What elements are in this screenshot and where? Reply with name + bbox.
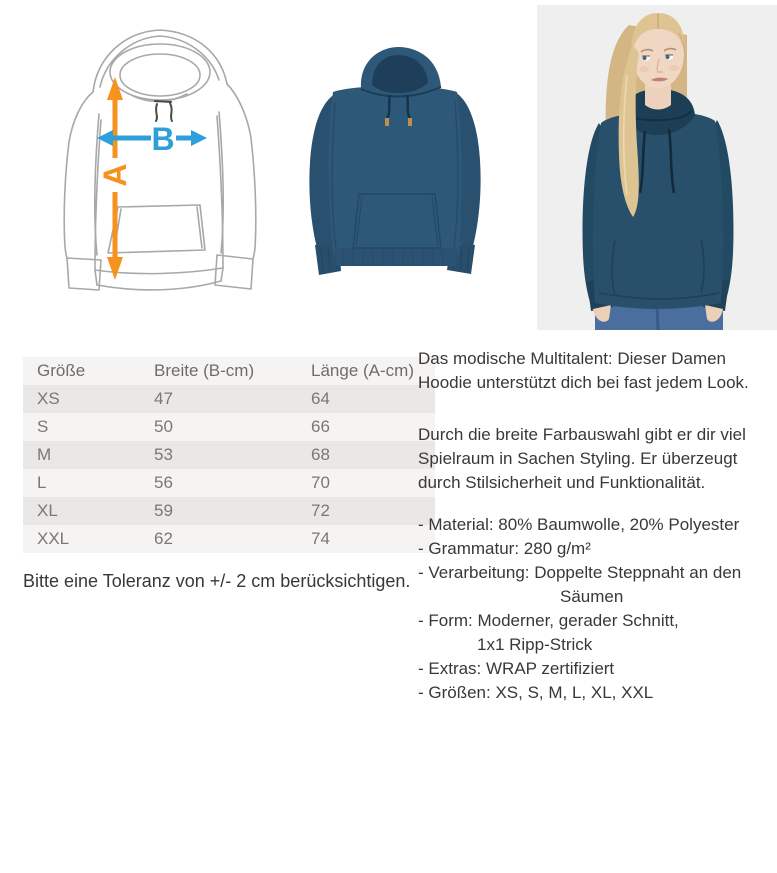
table-row-l [23,469,435,497]
cell-breite: 50 [140,413,297,441]
description-line: Spielraum in Sachen Styling. Er überzeugt [418,449,738,468]
description-line: Das modische Multitalent: Dieser Damen [418,349,727,368]
table-row-xs [23,385,435,413]
size-table [23,357,435,553]
cell-laenge: 72 [297,497,435,525]
cell-laenge: 74 [297,525,435,553]
cell-laenge: 64 [297,385,435,413]
cell-breite: 59 [140,497,297,525]
spec-line-material: - Material: 80% Baumwolle, 20% Polyester [418,515,740,534]
size-diagram-image[interactable] [55,22,267,310]
drawstrings-drawing [155,101,172,121]
model-illustration [537,5,777,330]
flat-hoodie-photo[interactable] [295,42,495,282]
cell-laenge: 66 [297,413,435,441]
label-a: A [97,163,133,187]
header-breite: Breite (B-cm) [140,357,297,385]
cell-breite: 47 [140,385,297,413]
hoodie-outline-drawing [64,30,256,290]
spec-line-form: - Form: Moderner, gerader Schnitt, [418,611,679,630]
table-row-xxl [23,525,435,553]
spec-line-verarbeitung-cont: Säumen [560,587,624,606]
label-b: B [151,121,175,157]
description-line: durch Stilsicherheit und Funktionalität. [418,473,706,492]
size-table-header-row [23,357,435,385]
model-photo[interactable] [537,5,777,330]
paragraph-gap [418,395,768,423]
spec-line-extras: - Extras: WRAP zertifiziert [418,659,615,678]
cell-size: XL [23,497,140,525]
description-line: Durch die breite Farbauswahl gibt er dir viel [418,425,746,444]
header-groesse: Größe [23,357,140,385]
cell-breite: 56 [140,469,297,497]
tolerance-note: Bitte eine Toleranz von +/- 2 cm berücksichtigen. [23,571,411,591]
spec-line-grammatur: - Grammatur: 280 g/m² [418,539,591,558]
cell-size: XS [23,385,140,413]
table-row-xl [23,497,435,525]
table-row-m [23,441,435,469]
cell-size: S [23,413,140,441]
cell-breite: 62 [140,525,297,553]
spec-line-verarbeitung: - Verarbeitung: Doppelte Steppnaht an den [418,563,742,582]
cell-size: M [23,441,140,469]
table-row-s [23,413,435,441]
spec-line-form-cont: 1x1 Ripp-Strick [477,635,593,654]
cell-laenge: 68 [297,441,435,469]
cell-size: XXL [23,525,140,553]
header-laenge: Länge (A-cm) [297,357,435,385]
cell-breite: 53 [140,441,297,469]
flat-hoodie-illustration [309,47,480,275]
spec-line-groessen: - Größen: XS, S, M, L, XL, XXL [418,683,654,702]
description-line: Hoodie unterstützt dich bei fast jedem Look. [418,373,749,392]
cell-laenge: 70 [297,469,435,497]
paragraph-gap [418,495,768,513]
cell-size: L [23,469,140,497]
product-description [418,347,768,705]
